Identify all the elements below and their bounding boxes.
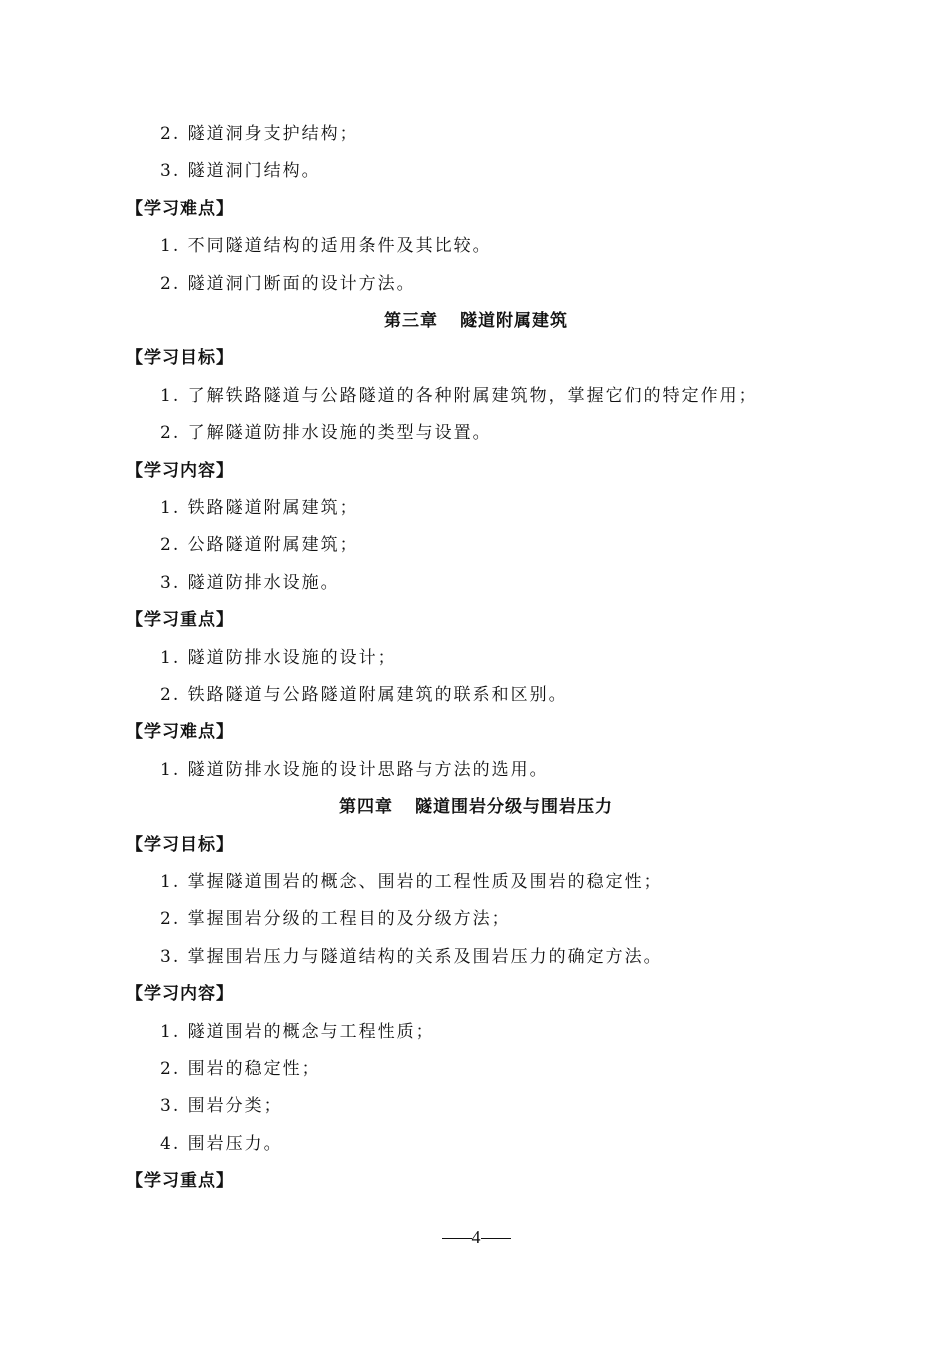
- section-heading: 【学习内容】: [126, 984, 234, 1005]
- section-heading: 【学习难点】: [126, 198, 234, 219]
- section-heading: 【学习目标】: [126, 834, 234, 855]
- section-heading: 【学习重点】: [126, 1171, 234, 1192]
- chapter-title: 隧道围岩分级与围岩压力: [415, 797, 613, 818]
- footer-dash-right: [481, 1238, 511, 1239]
- list-item: 1. 掌握隧道围岩的概念、围岩的工程性质及围岩的稳定性；: [160, 872, 663, 892]
- list-item: 2. 公路隧道附属建筑；: [160, 535, 359, 556]
- list-item: 3. 围岩分类；: [160, 1096, 283, 1117]
- section-heading: 【学习目标】: [126, 348, 234, 369]
- list-item: 4. 围岩压力。: [160, 1133, 283, 1154]
- list-item: 3. 掌握围岩压力与隧道结构的关系及围岩压力的确定方法。: [160, 946, 663, 967]
- chapter-heading: [0, 310, 952, 332]
- list-item: 1. 不同隧道结构的适用条件及其比较。: [160, 236, 492, 257]
- list-item: 1. 了解铁路隧道与公路隧道的各种附属建筑物，掌握它们的特定作用；: [160, 385, 758, 406]
- list-item: 1. 隧道围岩的概念与工程性质；: [160, 1021, 435, 1042]
- footer-dash-left: [442, 1238, 472, 1239]
- chapter-number: 第三章: [384, 311, 438, 331]
- chapter-heading: [0, 796, 952, 818]
- section-heading: 【学习难点】: [126, 722, 234, 743]
- list-item: 2. 掌握围岩分级的工程目的及分级方法；: [160, 909, 511, 930]
- list-item: 2. 隧道洞身支护结构；: [160, 124, 359, 144]
- list-item: 1. 隧道防排水设施的设计思路与方法的选用。: [160, 759, 549, 780]
- list-item: 1. 隧道防排水设施的设计；: [160, 647, 397, 668]
- list-item: 2. 铁路隧道与公路隧道附属建筑的联系和区别。: [160, 685, 568, 705]
- list-item: 2. 了解隧道防排水设施的类型与设置。: [160, 423, 492, 444]
- chapter-number: 第四章: [339, 797, 393, 818]
- section-heading: 【学习内容】: [126, 460, 234, 481]
- list-item: 2. 隧道洞门断面的设计方法。: [160, 273, 416, 294]
- list-item: 2. 围岩的稳定性；: [160, 1059, 321, 1079]
- list-item: 1. 铁路隧道附属建筑；: [160, 498, 359, 518]
- page-number: 4: [471, 1227, 481, 1247]
- chapter-title: 隧道附属建筑: [460, 311, 568, 331]
- section-heading: 【学习重点】: [126, 610, 234, 631]
- page-footer: [0, 1226, 952, 1248]
- list-item: 3. 隧道洞门结构。: [160, 161, 321, 182]
- list-item: 3. 隧道防排水设施。: [160, 572, 340, 593]
